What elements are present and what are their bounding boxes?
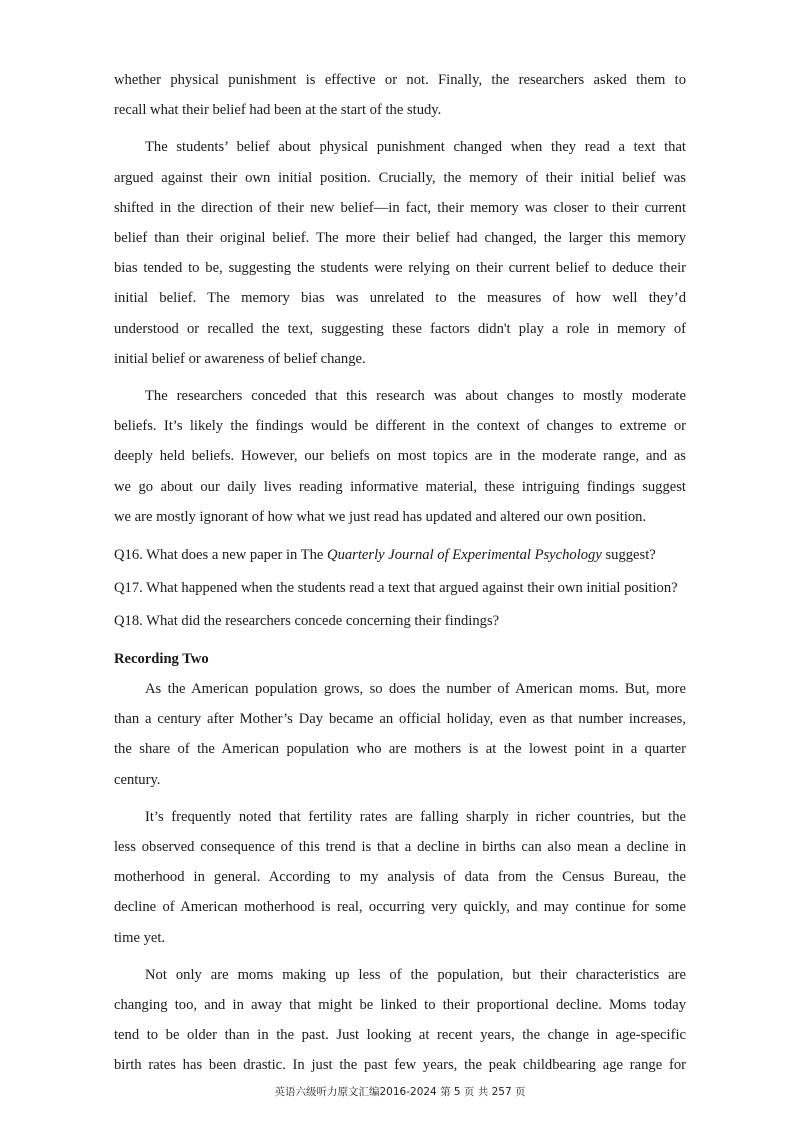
question-16 [114,539,686,572]
text-line: motherhood in general. According to my analysis of data from the Census Bureau, the [114,869,686,886]
question-17: Q17. What happened when the students read a text that argued against their own initial position? [114,580,678,597]
recording-two-paragraph-3 [114,960,686,1081]
text-line: shifted in the direction of their new belief—in fact, their memory was closer to their current [114,199,686,216]
text-line: It’s frequently noted that fertility rates are falling sharply in richer countries, but the [145,808,686,825]
questions-block [114,539,686,638]
text-line: decline of American motherhood is real, occurring very quickly, and may continue for some [114,899,686,916]
paragraph-2 [114,132,686,374]
text-line: less observed consequence of this trend is that a decline in births can also mean a decline in [114,839,686,856]
text-line: changing too, and in away that might be linked to their proportional decline. Moms today [114,997,686,1014]
text-line: tend to be older than in the past. Just looking at recent years, the change in age-specific [114,1027,686,1044]
text-line: understood or recalled the text, suggesting these factors didn't play a role in memory of [114,320,686,337]
question-16-prefix: Q16. What does a new paper in The [114,547,328,564]
text-line: The students’ belief about physical punishment changed when they read a text that [145,139,686,156]
page-footer: 英语六级听力原文汇编2016-2024 第 5 页 共 257 页 [274,1086,526,1098]
text-line: than a century after Mother’s Day became an official holiday, even as that number increases, [114,711,686,728]
text-line: initial belief. The memory bias was unrelated to the measures of how well they’d [114,290,686,307]
paragraph-3 [114,381,686,532]
text-line: As the American population grows, so does the number of American moms. But, more [145,681,686,698]
question-18: Q18. What did the researchers concede concerning their findings? [114,613,500,630]
recording-two-paragraph-1 [114,674,686,795]
text-line: we are mostly ignorant of how what we just read has updated and altered our own position. [114,508,647,525]
document-page [114,65,686,1081]
text-line: recall what their belief had been at the start of the study. [114,102,442,119]
text-line: argued against their own initial position. Crucially, the memory of their initial belief was [114,169,686,186]
text-line: beliefs. It’s likely the findings would be different in the context of changes to extreme or [114,418,686,435]
text-line: initial belief or awareness of belief change. [114,350,366,367]
text-line: belief than their original belief. The more their belief had changed, the larger this memory [114,230,686,247]
recording-two-paragraph-2 [114,802,686,953]
text-line: bias tended to be, suggesting the students were relying on their current belief to deduce their [114,260,686,277]
text-line: century. [114,771,161,788]
text-line: birth rates has been drastic. In just the past few years, the peak childbearing age range for [114,1057,686,1074]
section-heading: Recording Two [114,651,209,668]
text-line: Not only are moms making up less of the population, but their characteristics are [145,966,686,983]
journal-title: Quarterly Journal of Experimental Psychology [327,547,602,564]
text-line: whether physical punishment is effective or not. Finally, the researchers asked them to [114,72,686,88]
text-line: we go about our daily lives reading informative material, these intriguing findings suggest [114,478,686,495]
text-line: deeply held beliefs. However, our beliefs on most topics are in the moderate range, and as [114,448,686,465]
text-line: time yet. [114,929,166,946]
text-line: The researchers conceded that this research was about changes to mostly moderate [145,388,686,405]
text-line: the share of the American population who are mothers is at the lowest point in a quarter [114,741,686,758]
paragraph-1 [114,65,686,125]
question-16-suffix: suggest? [601,547,656,564]
